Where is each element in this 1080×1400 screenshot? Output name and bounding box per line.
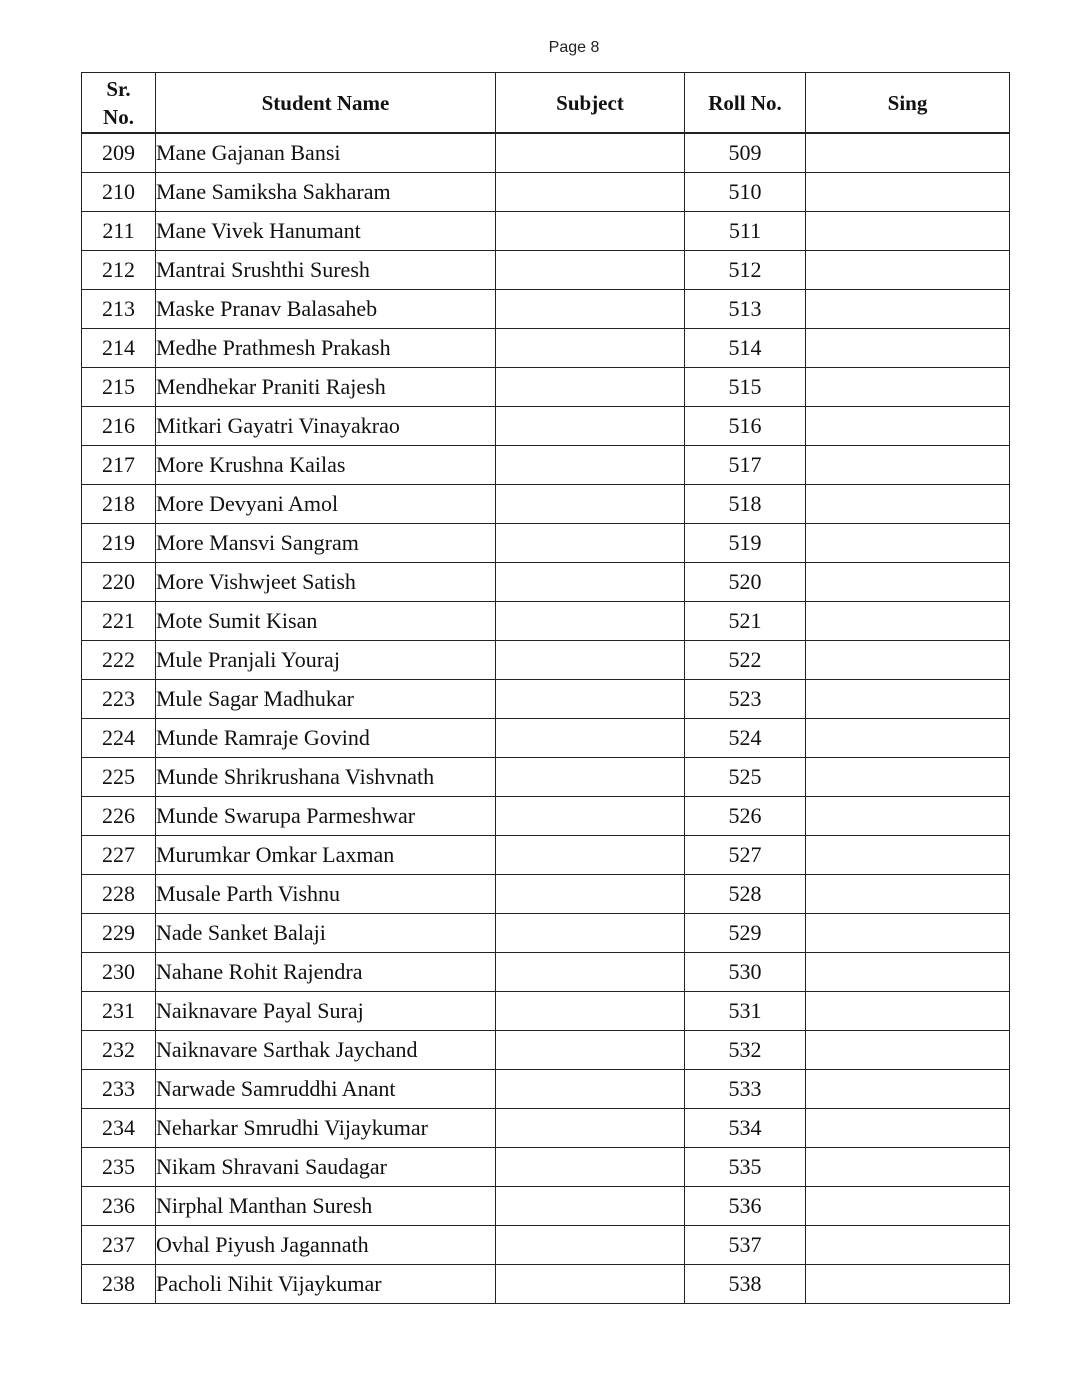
cell-student-name: Murumkar Omkar Laxman xyxy=(156,836,496,875)
cell-roll-no: 521 xyxy=(685,602,806,641)
cell-student-name: More Devyani Amol xyxy=(156,485,496,524)
cell-roll-no: 519 xyxy=(685,524,806,563)
cell-subject xyxy=(496,368,685,407)
header-sign: Sing xyxy=(806,73,1010,134)
table-row xyxy=(82,1070,1010,1109)
cell-subject xyxy=(496,602,685,641)
cell-sr-no: 235 xyxy=(82,1148,156,1187)
cell-sr-no: 212 xyxy=(82,251,156,290)
cell-sr-no: 229 xyxy=(82,914,156,953)
cell-roll-no: 515 xyxy=(685,368,806,407)
cell-subject xyxy=(496,173,685,212)
cell-subject xyxy=(496,953,685,992)
cell-subject xyxy=(496,641,685,680)
cell-sr-no: 236 xyxy=(82,1187,156,1226)
cell-roll-no: 525 xyxy=(685,758,806,797)
cell-subject xyxy=(496,758,685,797)
cell-student-name: Munde Ramraje Govind xyxy=(156,719,496,758)
table-row xyxy=(82,641,1010,680)
cell-subject xyxy=(496,1187,685,1226)
table-row xyxy=(82,875,1010,914)
cell-sr-no: 233 xyxy=(82,1070,156,1109)
cell-sign xyxy=(806,1148,1010,1187)
cell-roll-no: 537 xyxy=(685,1226,806,1265)
cell-sign xyxy=(806,407,1010,446)
cell-roll-no: 528 xyxy=(685,875,806,914)
cell-subject xyxy=(496,524,685,563)
cell-sign xyxy=(806,719,1010,758)
cell-student-name: Musale Parth Vishnu xyxy=(156,875,496,914)
cell-sr-no: 225 xyxy=(82,758,156,797)
table-row xyxy=(82,212,1010,251)
cell-roll-no: 526 xyxy=(685,797,806,836)
cell-sr-no: 219 xyxy=(82,524,156,563)
cell-roll-no: 514 xyxy=(685,329,806,368)
table-row xyxy=(82,251,1010,290)
cell-roll-no: 517 xyxy=(685,446,806,485)
cell-sr-no: 222 xyxy=(82,641,156,680)
cell-sign xyxy=(806,173,1010,212)
cell-subject xyxy=(496,1031,685,1070)
cell-sign xyxy=(806,251,1010,290)
cell-student-name: Mitkari Gayatri Vinayakrao xyxy=(156,407,496,446)
table-row xyxy=(82,1031,1010,1070)
cell-sr-no: 224 xyxy=(82,719,156,758)
cell-subject xyxy=(496,407,685,446)
cell-sign xyxy=(806,212,1010,251)
cell-sign xyxy=(806,485,1010,524)
cell-roll-no: 523 xyxy=(685,680,806,719)
cell-subject xyxy=(496,797,685,836)
cell-sr-no: 237 xyxy=(82,1226,156,1265)
cell-roll-no: 513 xyxy=(685,290,806,329)
cell-sign xyxy=(806,1265,1010,1304)
cell-subject xyxy=(496,485,685,524)
cell-roll-no: 530 xyxy=(685,953,806,992)
cell-sign xyxy=(806,446,1010,485)
cell-sr-no: 228 xyxy=(82,875,156,914)
cell-roll-no: 524 xyxy=(685,719,806,758)
cell-student-name: Ovhal Piyush Jagannath xyxy=(156,1226,496,1265)
cell-student-name: Nirphal Manthan Suresh xyxy=(156,1187,496,1226)
header-subject: Subject xyxy=(496,73,685,134)
table-row xyxy=(82,563,1010,602)
cell-student-name: Neharkar Smrudhi Vijaykumar xyxy=(156,1109,496,1148)
cell-student-name: More Krushna Kailas xyxy=(156,446,496,485)
cell-sign xyxy=(806,914,1010,953)
cell-sign xyxy=(806,1226,1010,1265)
table-row xyxy=(82,1265,1010,1304)
cell-student-name: Mule Pranjali Youraj xyxy=(156,641,496,680)
cell-sr-no: 231 xyxy=(82,992,156,1031)
cell-student-name: Mane Samiksha Sakharam xyxy=(156,173,496,212)
cell-student-name: Naiknavare Sarthak Jaychand xyxy=(156,1031,496,1070)
cell-sign xyxy=(806,329,1010,368)
student-roster-table xyxy=(81,72,1010,1304)
table-row xyxy=(82,173,1010,212)
table-row xyxy=(82,953,1010,992)
cell-subject xyxy=(496,1265,685,1304)
cell-sr-no: 226 xyxy=(82,797,156,836)
cell-roll-no: 531 xyxy=(685,992,806,1031)
cell-subject xyxy=(496,992,685,1031)
cell-roll-no: 527 xyxy=(685,836,806,875)
cell-roll-no: 529 xyxy=(685,914,806,953)
cell-subject xyxy=(496,251,685,290)
table-row xyxy=(82,1226,1010,1265)
cell-sign xyxy=(806,680,1010,719)
cell-sign xyxy=(806,133,1010,173)
cell-subject xyxy=(496,1070,685,1109)
table-row xyxy=(82,290,1010,329)
cell-sr-no: 213 xyxy=(82,290,156,329)
cell-subject xyxy=(496,212,685,251)
cell-subject xyxy=(496,719,685,758)
cell-roll-no: 536 xyxy=(685,1187,806,1226)
cell-student-name: Maske Pranav Balasaheb xyxy=(156,290,496,329)
cell-subject xyxy=(496,563,685,602)
header-sr-line1: Sr. xyxy=(106,76,131,101)
table-row xyxy=(82,992,1010,1031)
cell-roll-no: 520 xyxy=(685,563,806,602)
cell-roll-no: 532 xyxy=(685,1031,806,1070)
cell-sign xyxy=(806,563,1010,602)
table-row xyxy=(82,368,1010,407)
cell-sr-no: 234 xyxy=(82,1109,156,1148)
cell-student-name: Pacholi Nihit Vijaykumar xyxy=(156,1265,496,1304)
cell-sr-no: 217 xyxy=(82,446,156,485)
cell-sign xyxy=(806,1109,1010,1148)
cell-student-name: Mane Vivek Hanumant xyxy=(156,212,496,251)
table-row xyxy=(82,1187,1010,1226)
table-row xyxy=(82,329,1010,368)
cell-sr-no: 215 xyxy=(82,368,156,407)
table-row xyxy=(82,914,1010,953)
cell-sr-no: 230 xyxy=(82,953,156,992)
table-row xyxy=(82,524,1010,563)
cell-student-name: Munde Swarupa Parmeshwar xyxy=(156,797,496,836)
page-number: Page 8 xyxy=(548,39,600,56)
cell-sign xyxy=(806,1187,1010,1226)
cell-subject xyxy=(496,836,685,875)
cell-sign xyxy=(806,758,1010,797)
header-roll-no: Roll No. xyxy=(685,73,806,134)
cell-student-name: Narwade Samruddhi Anant xyxy=(156,1070,496,1109)
cell-student-name: Mantrai Srushthi Suresh xyxy=(156,251,496,290)
table-body xyxy=(82,133,1010,1304)
cell-sr-no: 209 xyxy=(82,133,156,173)
cell-subject xyxy=(496,1226,685,1265)
cell-sr-no: 221 xyxy=(82,602,156,641)
cell-sign xyxy=(806,1070,1010,1109)
cell-sr-no: 218 xyxy=(82,485,156,524)
cell-sign xyxy=(806,368,1010,407)
cell-sign xyxy=(806,797,1010,836)
cell-subject xyxy=(496,133,685,173)
table-row xyxy=(82,446,1010,485)
cell-student-name: More Vishwjeet Satish xyxy=(156,563,496,602)
cell-student-name: Nade Sanket Balaji xyxy=(156,914,496,953)
cell-sign xyxy=(806,524,1010,563)
table-row xyxy=(82,485,1010,524)
cell-sign xyxy=(806,953,1010,992)
cell-subject xyxy=(496,446,685,485)
cell-sr-no: 216 xyxy=(82,407,156,446)
cell-subject xyxy=(496,914,685,953)
cell-sr-no: 211 xyxy=(82,212,156,251)
cell-roll-no: 511 xyxy=(685,212,806,251)
table-row xyxy=(82,758,1010,797)
cell-roll-no: 522 xyxy=(685,641,806,680)
cell-subject xyxy=(496,1148,685,1187)
cell-sign xyxy=(806,1031,1010,1070)
cell-roll-no: 533 xyxy=(685,1070,806,1109)
cell-student-name: Mule Sagar Madhukar xyxy=(156,680,496,719)
cell-roll-no: 518 xyxy=(685,485,806,524)
cell-subject xyxy=(496,290,685,329)
cell-student-name: Naiknavare Payal Suraj xyxy=(156,992,496,1031)
cell-sign xyxy=(806,602,1010,641)
table-row xyxy=(82,719,1010,758)
cell-subject xyxy=(496,329,685,368)
table-row xyxy=(82,1148,1010,1187)
cell-sign xyxy=(806,641,1010,680)
cell-sign xyxy=(806,836,1010,875)
header-sr-no xyxy=(82,73,156,134)
cell-sr-no: 223 xyxy=(82,680,156,719)
cell-roll-no: 516 xyxy=(685,407,806,446)
cell-sr-no: 232 xyxy=(82,1031,156,1070)
cell-sr-no: 214 xyxy=(82,329,156,368)
cell-sr-no: 227 xyxy=(82,836,156,875)
cell-student-name: Nahane Rohit Rajendra xyxy=(156,953,496,992)
cell-student-name: Nikam Shravani Saudagar xyxy=(156,1148,496,1187)
cell-student-name: Munde Shrikrushana Vishvnath xyxy=(156,758,496,797)
cell-roll-no: 510 xyxy=(685,173,806,212)
cell-roll-no: 535 xyxy=(685,1148,806,1187)
cell-sign xyxy=(806,992,1010,1031)
table-header-row xyxy=(82,73,1010,134)
cell-sr-no: 220 xyxy=(82,563,156,602)
table-row xyxy=(82,836,1010,875)
cell-sign xyxy=(806,875,1010,914)
cell-student-name: Medhe Prathmesh Prakash xyxy=(156,329,496,368)
table-row xyxy=(82,602,1010,641)
cell-roll-no: 512 xyxy=(685,251,806,290)
header-student-name: Student Name xyxy=(156,73,496,134)
cell-student-name: More Mansvi Sangram xyxy=(156,524,496,563)
cell-student-name: Mendhekar Praniti Rajesh xyxy=(156,368,496,407)
cell-roll-no: 534 xyxy=(685,1109,806,1148)
header-sr-line2: No. xyxy=(103,104,134,129)
cell-student-name: Mote Sumit Kisan xyxy=(156,602,496,641)
cell-subject xyxy=(496,875,685,914)
table-row xyxy=(82,680,1010,719)
cell-subject xyxy=(496,1109,685,1148)
table-row xyxy=(82,1109,1010,1148)
table-row xyxy=(82,407,1010,446)
table-row xyxy=(82,133,1010,173)
table-row xyxy=(82,797,1010,836)
cell-subject xyxy=(496,680,685,719)
cell-roll-no: 509 xyxy=(685,133,806,173)
cell-sign xyxy=(806,290,1010,329)
cell-student-name: Mane Gajanan Bansi xyxy=(156,133,496,173)
cell-roll-no: 538 xyxy=(685,1265,806,1304)
cell-sr-no: 238 xyxy=(82,1265,156,1304)
cell-sr-no: 210 xyxy=(82,173,156,212)
